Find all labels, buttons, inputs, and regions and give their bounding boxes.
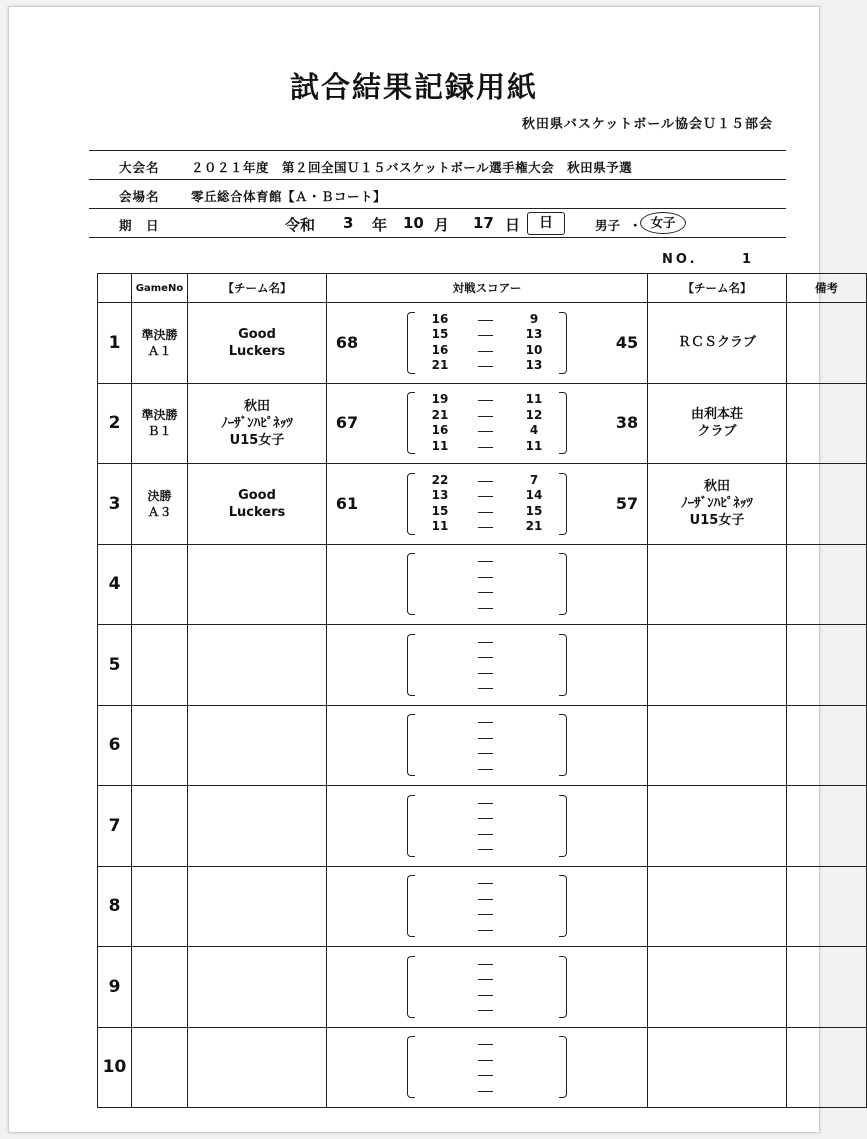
game-number: 5 [98, 625, 132, 706]
bracket-left [407, 795, 415, 857]
period-row [419, 488, 557, 504]
game-number: 7 [98, 786, 132, 867]
period-dash [478, 899, 493, 900]
remarks-cell [787, 625, 867, 706]
period-left-score: 16 [431, 423, 449, 438]
document-page [8, 6, 838, 1133]
period-left-score: 19 [431, 392, 449, 407]
period-row [419, 1002, 557, 1018]
sheet-number-label: NO. [662, 252, 698, 267]
remarks-cell [787, 705, 867, 786]
day: 17 [473, 214, 494, 232]
period-dash [478, 883, 493, 884]
period-row [419, 439, 557, 455]
score-box [327, 626, 647, 704]
bracket-left [407, 1036, 415, 1098]
period-dash [478, 930, 493, 931]
period-dash [478, 979, 493, 980]
period-right-score: 13 [525, 358, 543, 373]
game-row [98, 544, 867, 625]
team-right-cell [648, 625, 787, 706]
period-dash [478, 803, 493, 804]
game-row [98, 705, 867, 786]
period-dash [478, 688, 493, 689]
period-right-score: 10 [525, 342, 543, 357]
team-left-cell [188, 303, 327, 384]
era: 令和 [285, 216, 316, 234]
team-right-cell [648, 866, 787, 947]
score-box [327, 465, 647, 543]
team-right-cell [648, 464, 787, 545]
game-code: Ａ１ [147, 343, 172, 358]
female-option-circled: 女子 [640, 212, 686, 234]
period-scores [419, 714, 557, 776]
game-round: 決勝 [147, 488, 172, 503]
game-row [98, 625, 867, 706]
period-dash [478, 753, 493, 754]
header-team-left: 【チーム名】 [188, 274, 327, 303]
game-round-cell [132, 947, 188, 1028]
period-dash [478, 351, 493, 352]
period-row [419, 408, 557, 424]
score-cell [327, 464, 648, 545]
period-dash [478, 642, 493, 643]
team-left-cell [188, 786, 327, 867]
remarks-cell [787, 303, 867, 384]
year: 3 [343, 214, 354, 232]
period-dash [478, 1060, 493, 1061]
score-box [327, 948, 647, 1026]
period-dash [478, 481, 493, 482]
header-team-right: 【チーム名】 [648, 274, 787, 303]
period-row [419, 358, 557, 374]
remarks-cell [787, 1027, 867, 1108]
game-number: 2 [98, 383, 132, 464]
score-box [327, 304, 647, 382]
tournament-value: ２０２１年度 第２回全国Ｕ１５バスケットボール選手権大会 秋田県予選 [191, 160, 633, 175]
period-dash [478, 657, 493, 658]
period-row [419, 504, 557, 520]
period-row [419, 392, 557, 408]
remarks-cell [787, 786, 867, 867]
period-row [419, 519, 557, 535]
remarks-cell [787, 383, 867, 464]
period-right-score: 7 [529, 472, 539, 487]
period-dash [478, 400, 493, 401]
period-dash [478, 1091, 493, 1092]
period-row [419, 343, 557, 359]
association-name: 秋田県バスケットボール協会Ｕ１５部会 [521, 117, 773, 132]
period-dash [478, 914, 493, 915]
total-left: 68 [335, 332, 359, 352]
period-row [419, 730, 557, 746]
score-cell [327, 947, 648, 1028]
game-number: 10 [98, 1027, 132, 1108]
period-dash [478, 1044, 493, 1045]
period-left-score: 11 [431, 438, 449, 453]
period-right-score: 15 [525, 503, 543, 518]
period-row [419, 473, 557, 489]
venue-value: 零丘総合体育館【Ａ・Ｂコート】 [191, 189, 387, 204]
period-left-score: 21 [431, 407, 449, 422]
period-dash [478, 527, 493, 528]
period-right-score: 14 [525, 488, 543, 503]
period-dash [478, 320, 493, 321]
score-box [327, 706, 647, 784]
weekday-box: 日 [527, 212, 565, 235]
period-row [419, 761, 557, 777]
period-dash [478, 447, 493, 448]
game-number: 1 [98, 303, 132, 384]
sheet-number-row [89, 249, 786, 271]
team-right-cell [648, 786, 787, 867]
period-row [419, 423, 557, 439]
period-scores [419, 312, 557, 374]
score-cell [327, 866, 648, 947]
period-row [419, 1036, 557, 1052]
period-row [419, 795, 557, 811]
score-cell [327, 544, 648, 625]
game-round: 準決勝 [141, 327, 178, 342]
period-row [419, 312, 557, 328]
period-scores [419, 1036, 557, 1098]
period-dash [478, 818, 493, 819]
period-right-score: 21 [525, 519, 543, 534]
period-row [419, 906, 557, 922]
bracket-right [559, 392, 567, 454]
period-left-score: 13 [431, 488, 449, 503]
table-header-row [98, 274, 867, 303]
game-round-cell [132, 705, 188, 786]
gender-separator: ・ [629, 218, 642, 233]
period-row [419, 841, 557, 857]
bracket-right [559, 634, 567, 696]
game-number: 8 [98, 866, 132, 947]
period-row [419, 680, 557, 696]
team-right-cell [648, 1027, 787, 1108]
bracket-left [407, 634, 415, 696]
period-row [419, 891, 557, 907]
header-remarks: 備考 [787, 274, 867, 303]
team-left-cell [188, 544, 327, 625]
period-dash [478, 1010, 493, 1011]
game-round-cell [132, 625, 188, 706]
team-left-cell [188, 947, 327, 1028]
bracket-left [407, 875, 415, 937]
game-round-cell [132, 1027, 188, 1108]
period-scores [419, 634, 557, 696]
remarks-cell [787, 947, 867, 1028]
score-cell [327, 625, 648, 706]
score-cell [327, 383, 648, 464]
period-row [419, 665, 557, 681]
period-row [419, 875, 557, 891]
game-row [98, 1027, 867, 1108]
period-dash [478, 738, 493, 739]
team-left-cell [188, 1027, 327, 1108]
period-dash [478, 769, 493, 770]
period-dash [478, 592, 493, 593]
team-left-cell [188, 383, 327, 464]
game-row [98, 786, 867, 867]
bracket-left [407, 714, 415, 776]
period-row [419, 553, 557, 569]
period-row [419, 714, 557, 730]
info-block [89, 150, 786, 238]
period-row [419, 600, 557, 616]
period-dash [478, 722, 493, 723]
period-left-score: 15 [431, 327, 449, 342]
bracket-right [559, 875, 567, 937]
game-round-cell [132, 786, 188, 867]
month-unit: 月 [434, 216, 450, 234]
results-table [97, 273, 867, 1108]
total-left: 61 [335, 493, 359, 513]
team-left-line: ﾉｰｻﾞﾝﾊﾋﾟﾈｯﾂ [221, 415, 293, 431]
tournament-row [89, 151, 786, 180]
period-left-score: 15 [431, 503, 449, 518]
team-left-cell [188, 464, 327, 545]
bracket-right [559, 312, 567, 374]
period-left-score: 16 [431, 311, 449, 326]
period-dash [478, 416, 493, 417]
bracket-left [407, 553, 415, 615]
period-row [419, 327, 557, 343]
score-box [327, 867, 647, 945]
period-row [419, 1052, 557, 1068]
period-right-score: 4 [529, 423, 539, 438]
game-round-cell [132, 464, 188, 545]
team-left-cell [188, 625, 327, 706]
period-dash [478, 577, 493, 578]
period-right-score: 11 [525, 392, 543, 407]
period-right-score: 9 [529, 311, 539, 326]
period-left-score: 16 [431, 342, 449, 357]
team-left-line: Luckers [228, 343, 286, 359]
period-dash [478, 608, 493, 609]
period-dash [478, 964, 493, 965]
venue-label: 会場名 [119, 189, 160, 204]
game-number: 4 [98, 544, 132, 625]
period-scores [419, 875, 557, 937]
remarks-cell [787, 866, 867, 947]
period-row [419, 826, 557, 842]
period-dash [478, 335, 493, 336]
bracket-right [559, 714, 567, 776]
score-cell [327, 705, 648, 786]
bracket-right [559, 553, 567, 615]
bracket-right [559, 1036, 567, 1098]
game-round-cell [132, 303, 188, 384]
team-right-line: クラブ [697, 424, 737, 440]
period-row [419, 569, 557, 585]
team-right-cell [648, 383, 787, 464]
period-row [419, 634, 557, 650]
score-cell [327, 786, 648, 867]
team-left-line: Good [238, 326, 276, 342]
bracket-left [407, 392, 415, 454]
bracket-right [559, 956, 567, 1018]
period-row [419, 810, 557, 826]
game-row [98, 383, 867, 464]
game-row [98, 303, 867, 384]
month: 10 [403, 214, 424, 232]
game-row [98, 947, 867, 1028]
game-row [98, 464, 867, 545]
game-round: 準決勝 [141, 408, 178, 423]
team-right-line: 秋田 [703, 479, 730, 495]
game-round-cell [132, 383, 188, 464]
score-box [327, 384, 647, 462]
score-cell [327, 303, 648, 384]
day-unit: 日 [505, 216, 521, 234]
game-row [98, 866, 867, 947]
period-row [419, 956, 557, 972]
game-code: Ｂ１ [147, 424, 172, 439]
period-dash [478, 561, 493, 562]
total-right: 45 [615, 332, 639, 352]
header-number [98, 274, 132, 303]
male-option: 男子 [595, 218, 621, 233]
period-left-score: 22 [431, 472, 449, 487]
period-row [419, 922, 557, 938]
game-code: Ａ３ [147, 504, 172, 519]
document-title: 試合結果記録用紙 [289, 70, 538, 104]
remarks-cell [787, 464, 867, 545]
period-scores [419, 795, 557, 857]
date-label: 期 日 [119, 218, 160, 233]
score-box [327, 787, 647, 865]
team-left-line: Luckers [228, 504, 286, 520]
period-right-score: 12 [525, 407, 543, 422]
period-row [419, 745, 557, 761]
date-row [89, 209, 786, 238]
game-number: 6 [98, 705, 132, 786]
header-gameno: GameNo [132, 274, 188, 303]
period-left-score: 21 [431, 358, 449, 373]
period-scores [419, 473, 557, 535]
period-row [419, 1067, 557, 1083]
score-cell [327, 1027, 648, 1108]
period-dash [478, 496, 493, 497]
period-right-score: 11 [525, 438, 543, 453]
total-right: 38 [615, 413, 639, 433]
period-scores [419, 956, 557, 1018]
period-dash [478, 673, 493, 674]
period-right-score: 13 [525, 327, 543, 342]
period-dash [478, 834, 493, 835]
game-round-cell [132, 866, 188, 947]
header-score: 対戦スコアー [327, 274, 648, 303]
score-box [327, 1028, 647, 1106]
period-row [419, 649, 557, 665]
venue-row [89, 180, 786, 209]
game-number: 3 [98, 464, 132, 545]
team-right-line: ＲＣＳクラブ [677, 335, 756, 351]
team-left-line: Good [238, 487, 276, 503]
period-row [419, 584, 557, 600]
period-scores [419, 392, 557, 454]
bracket-left [407, 473, 415, 535]
team-right-cell [648, 544, 787, 625]
total-left: 67 [335, 413, 359, 433]
score-box [327, 545, 647, 623]
period-row [419, 971, 557, 987]
period-dash [478, 995, 493, 996]
team-left-line: 秋田 [243, 398, 270, 414]
period-dash [478, 512, 493, 513]
period-scores [419, 553, 557, 615]
game-number: 9 [98, 947, 132, 1028]
team-right-cell [648, 303, 787, 384]
period-row [419, 1083, 557, 1099]
team-right-line: ﾉｰｻﾞﾝﾊﾋﾟﾈｯﾂ [681, 496, 753, 512]
sheet-number-value: 1 [742, 252, 752, 267]
team-right-cell [648, 705, 787, 786]
tournament-label: 大会名 [119, 160, 160, 175]
period-dash [478, 1075, 493, 1076]
bracket-right [559, 795, 567, 857]
bracket-right [559, 473, 567, 535]
team-right-line: U15女子 [689, 513, 745, 529]
game-round-cell [132, 544, 188, 625]
team-left-cell [188, 866, 327, 947]
remarks-cell [787, 544, 867, 625]
total-right: 57 [615, 493, 639, 513]
team-right-cell [648, 947, 787, 1028]
team-right-line: 由利本荘 [690, 407, 743, 423]
period-dash [478, 849, 493, 850]
team-left-line: U15女子 [229, 432, 285, 448]
period-left-score: 11 [431, 519, 449, 534]
year-unit: 年 [372, 216, 388, 234]
bracket-left [407, 312, 415, 374]
bracket-left [407, 956, 415, 1018]
period-row [419, 987, 557, 1003]
period-dash [478, 366, 493, 367]
period-dash [478, 431, 493, 432]
team-left-cell [188, 705, 327, 786]
